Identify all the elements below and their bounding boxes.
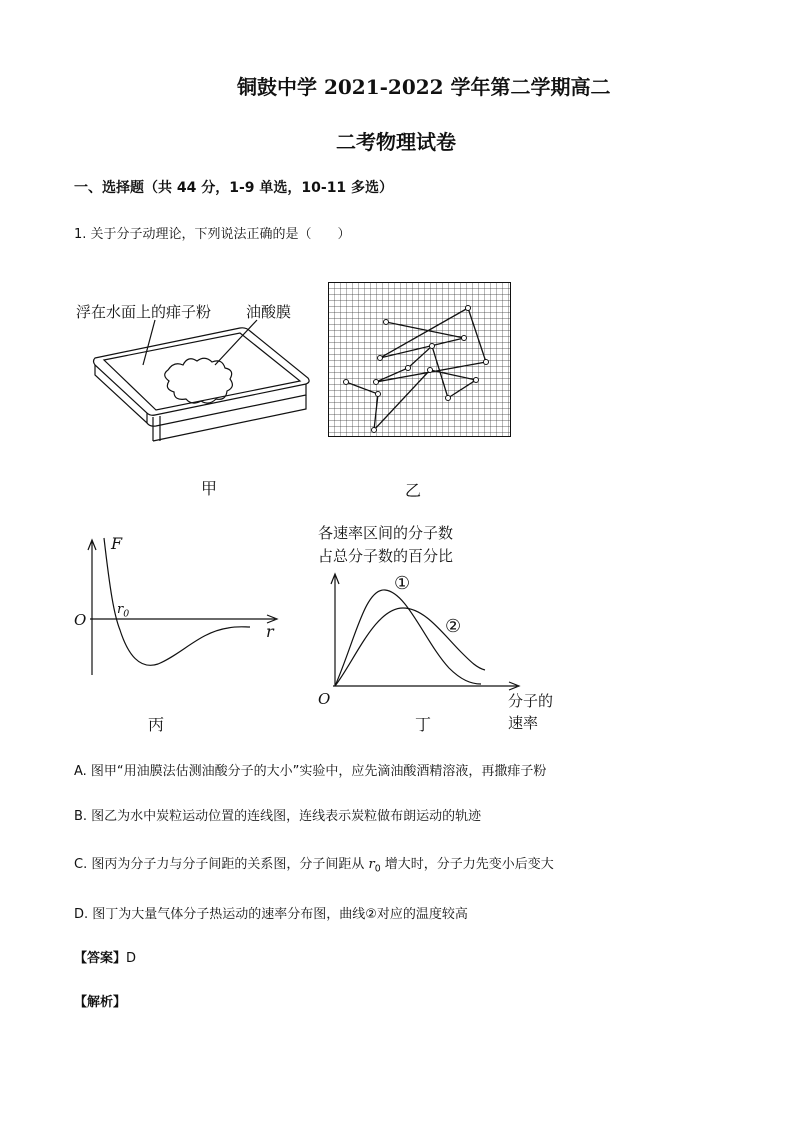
option-b: B. 图乙为水中炭粒运动位置的连线图，连线表示炭粒做布朗运动的轨迹 (74, 809, 482, 824)
r0-label: $r_0$ (117, 602, 130, 620)
ding-ylabel-line2: 占总分子数的百分比 (318, 547, 454, 565)
option-a: A. 图甲“用油膜法估测油酸分子的大小”实验中，应先滴油酸酒精溶液，再撒痱子粉 (74, 764, 547, 779)
page-title-line1: 铜鼓中学 2021-2022 学年第二学期高二 (237, 75, 611, 99)
analysis-label: 【解析】 (74, 995, 127, 1010)
axis-label-F: F (111, 534, 123, 553)
label-powder: 浮在水面上的痱子粉 (76, 303, 212, 321)
question-stem: 1. 关于分子动理论，下列说法正确的是（ ） (74, 227, 351, 242)
ding-xlabel-line1: 分子的 (508, 692, 554, 710)
curve2-label: ② (445, 616, 462, 637)
axis-label-r: r (266, 622, 274, 641)
figure-ding (325, 570, 525, 692)
caption-bing: 丙 (148, 715, 165, 734)
answer: 【答案】D (74, 951, 137, 966)
caption-yi: 乙 (405, 481, 422, 500)
option-c: C. 图丙为分子力与分子间距的关系图，分子间距从 $r_0$ 增大时，分子力先变小后变大 (74, 857, 554, 875)
option-d: D. 图丁为大量气体分子热运动的速率分布图，曲线②对应的温度较高 (74, 907, 468, 922)
ding-xlabel-line2: 速率 (508, 714, 539, 732)
caption-ding: 丁 (415, 715, 432, 734)
origin-label-bing: O (74, 611, 87, 629)
ding-ylabel-line1: 各速率区间的分子数 (318, 524, 454, 542)
page-title-line2: 二考物理试卷 (336, 130, 456, 154)
figure-yi (328, 282, 512, 438)
label-oil-film: 油酸膜 (246, 303, 292, 321)
section-heading: 一、选择题（共 44 分，1-9 单选，10-11 多选） (74, 180, 394, 196)
curve1-label: ① (394, 573, 411, 594)
caption-jia: 甲 (201, 479, 218, 498)
origin-label-ding: O (318, 690, 331, 708)
figure-bing (70, 530, 285, 680)
